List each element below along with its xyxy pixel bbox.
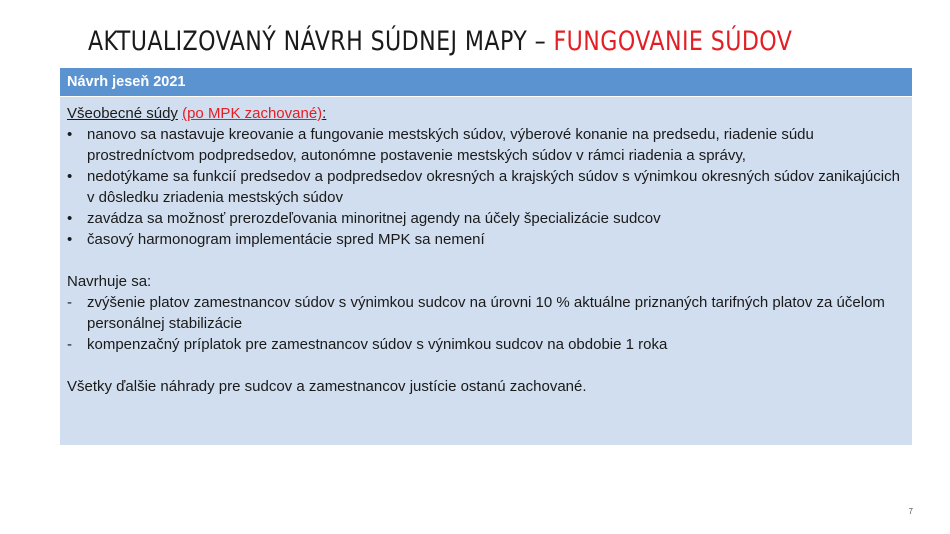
slide-title-accent: FUNGOVANIE SÚDOV — [553, 26, 793, 57]
section1-heading-colon: : — [322, 105, 327, 122]
page-number: 7 — [908, 507, 913, 516]
section2-heading: Navrhuje sa: — [67, 273, 152, 290]
section2-dash-list — [67, 292, 902, 355]
bullet-item: • nanovo sa nastavuje kreovanie a fungovanie mestských súdov, výberové konanie na predsedu, riadenie súdu prostredníctvom podpredsedov, autonómne postavenie mestských súdov v rámci riadenia a správy, — [67, 124, 902, 166]
proposal-box — [60, 68, 912, 445]
bullet-item: • časový harmonogram implementácie spred MPK sa nemení — [67, 229, 902, 250]
dash-item: - zvýšenie platov zamestnancov súdov s výnimkou sudcov na úrovni 10 % aktuálne priznaných tarifných platov za účelom personálnej stabilizácie — [67, 292, 902, 334]
bullet-item: • nedotýkame sa funkcií predsedov a podpredsedov okresných a krajských súdov s výnimkou okresných súdov zanikajúcich v dôsledku zriadenia mestských súdov — [67, 166, 902, 208]
section1-heading-note: (po MPK zachované) — [182, 105, 323, 122]
slide-title-main: AKTUALIZOVANÝ NÁVRH SÚDNEJ MAPY – — [88, 26, 554, 57]
bullet-item: • zavádza sa možnosť prerozdeľovania minoritnej agendy na účely špecializácie sudcov — [67, 208, 902, 229]
proposal-box-body — [60, 97, 912, 397]
closing-text: Všetky ďalšie náhrady pre sudcov a zamestnancov justície ostanú zachované. — [67, 378, 587, 395]
proposal-box-header: Návrh jeseň 2021 — [60, 68, 912, 97]
section1-heading — [67, 103, 902, 124]
section1-heading-text: Všeobecné súdy — [67, 105, 178, 122]
dash-item: - kompenzačný príplatok pre zamestnancov súdov s výnimkou sudcov na obdobie 1 roka — [67, 334, 902, 355]
section1-bullet-list — [67, 124, 902, 250]
slide-title — [88, 26, 792, 57]
